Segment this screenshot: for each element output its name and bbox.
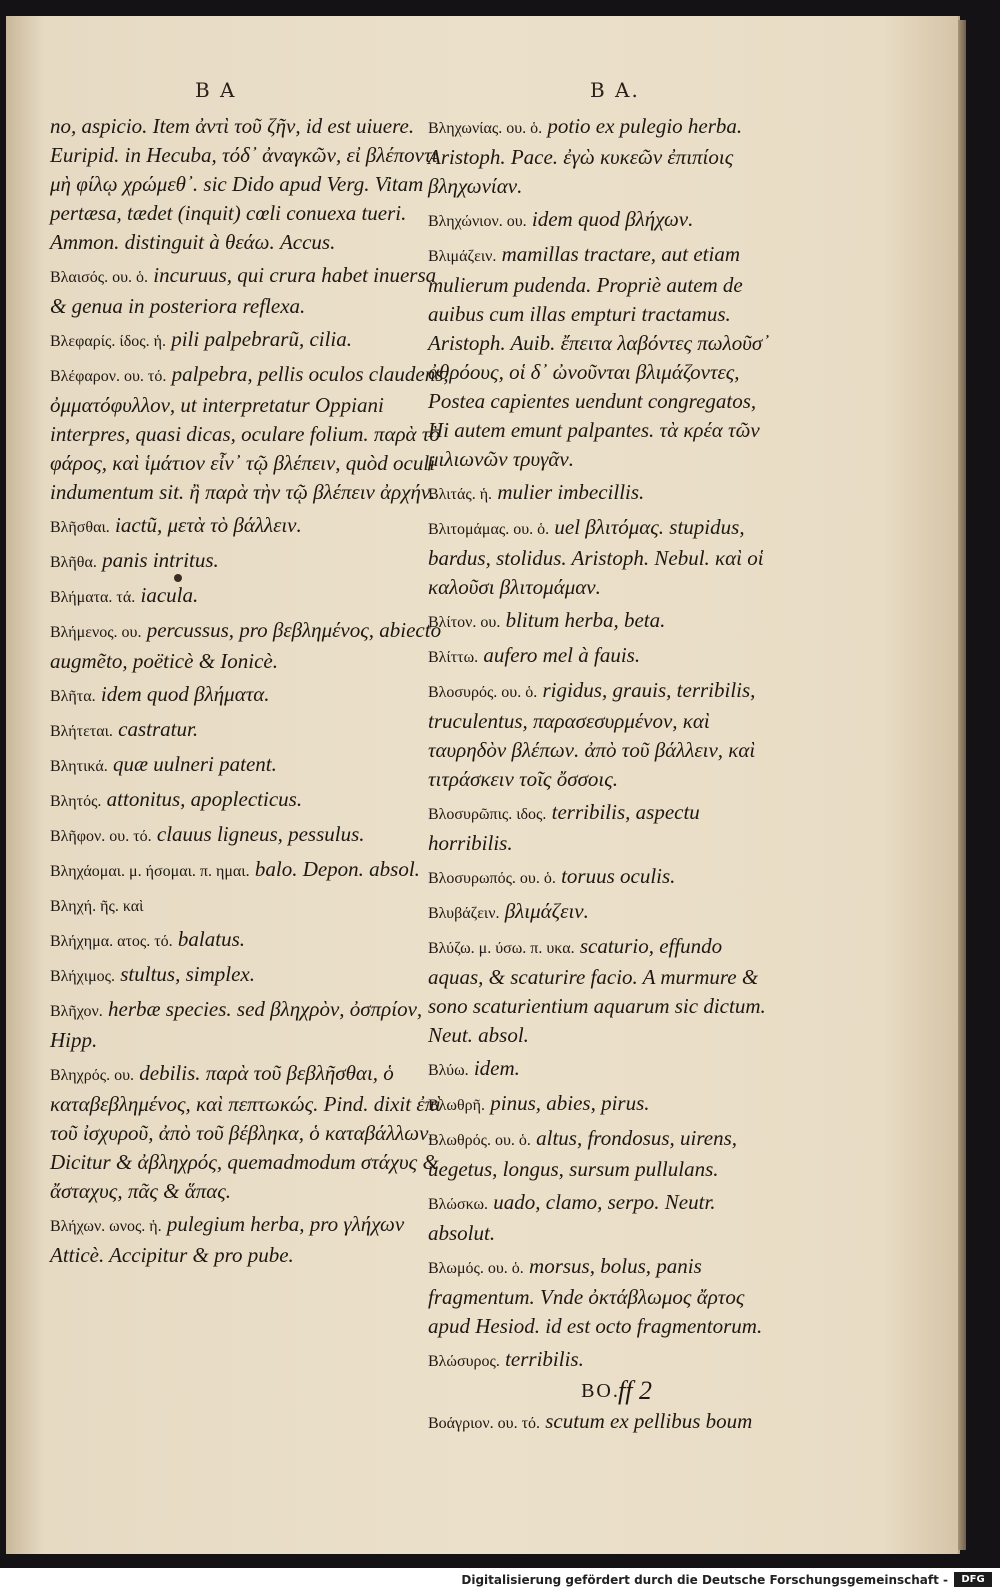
dictionary-entry xyxy=(428,1054,773,1085)
dictionary-entry xyxy=(50,112,455,257)
dictionary-entry xyxy=(428,1345,773,1376)
dictionary-entry xyxy=(50,581,455,612)
dictionary-entry xyxy=(50,325,455,356)
entry-definition: attonitus, apoplecticus. xyxy=(106,787,303,811)
dictionary-entry xyxy=(50,1059,455,1206)
entry-definition: idem quod βλήματα. xyxy=(100,682,270,706)
entry-headword: Βλύω. xyxy=(428,1062,469,1079)
entry-definition: toruus oculis. xyxy=(561,864,676,888)
entry-headword: Βλύζω. μ. ύσω. π. υκα. xyxy=(428,940,575,957)
entry-headword: Βλωμός. ου. ὁ. xyxy=(428,1260,524,1277)
dictionary-entry xyxy=(50,261,455,321)
entry-headword: Βλιτομάμας. ου. ὁ. xyxy=(428,521,550,538)
entry-headword: Βλωθρῆ. xyxy=(428,1097,485,1114)
entry-headword: Βλωθρός. ου. ὁ. xyxy=(428,1132,531,1149)
entry-headword: Βλιμάζειν. xyxy=(428,248,497,265)
footer-credit: Digitalisierung gefördert durch die Deutsche Forschungsgemeinschaft - xyxy=(461,1573,948,1587)
dictionary-entry xyxy=(428,1124,773,1184)
entry-definition: percussus, pro βεβλημένος, abiecto augmẽto, poëticè & Ionicè. xyxy=(50,618,442,673)
entry-headword: Βλητός. xyxy=(50,793,102,810)
entry-headword: Βλοσυρῶπις. ιδος. xyxy=(428,806,547,823)
entry-headword: Βλώσκω. xyxy=(428,1196,489,1213)
footer-bar xyxy=(0,1568,1000,1592)
dictionary-entry xyxy=(428,641,773,672)
dictionary-entry xyxy=(50,680,455,711)
entry-headword: Βλοσυρωπός. ου. ὁ. xyxy=(428,870,556,887)
dictionary-entry xyxy=(428,862,773,893)
dictionary-entry xyxy=(50,1210,455,1270)
entry-definition: balo. Depon. absol. xyxy=(254,857,420,881)
entry-headword: Βλίττω. xyxy=(428,649,479,666)
dictionary-entry xyxy=(428,606,773,637)
ink-blot xyxy=(174,574,182,582)
entry-definition: debilis. παρὰ τοῦ βεβλῆσθαι, ὁ καταβεβλημένος, καὶ πεπτωκώς. Pind. dixit ἐπὶ τοῦ ἰσχυροῦ, ἀπὸ τοῦ βέβληκα, ὁ καταβάλλων. Dicitur & ἀβληχρός, quemadmodum στάχυς & ἄσταχυς, πᾶς & ἅπας. xyxy=(50,1061,441,1203)
entry-definition: palpebra, pellis oculos claudens, ὀμματόφυλλον, ut interpretatur Oppiani interpres, quasi dicas, oculare folium. παρὰ τὸ φάρος, καὶ ἱμάτιον εἶν᾽ τῷ βλέπειν, quòd oculi indumentum sit. ἢ παρὰ τὴν τῷ βλέπειν ἀρχήν. xyxy=(50,362,449,504)
entry-headword: Βλαισός. ου. ὁ. xyxy=(50,269,148,286)
right-column xyxy=(428,112,773,1442)
entry-definition: potio ex pulegio herba. Aristoph. Pace. ἐγὼ κυκεῶν ἐπιπίοις βληχωνίαν. xyxy=(428,114,743,198)
dictionary-entry xyxy=(50,715,455,746)
entry-definition: uado, clamo, serpo. Neutr. absolut. xyxy=(428,1190,716,1245)
running-head-left: B A xyxy=(195,78,237,102)
dictionary-entry xyxy=(428,1252,773,1341)
entry-definition: blitum herba, beta. xyxy=(505,608,666,632)
entry-headword: Βλιτάς. ἡ. xyxy=(428,486,493,503)
entry-definition: rigidus, grauis, terribilis, truculentus, παρασεσυρμένον, καὶ ταυρηδὸν βλέπων. ἀπὸ τοῦ βάλλειν, καὶ τιτράσκειν τοῖς ὄσσοις. xyxy=(428,678,756,791)
entry-headword: Βλήματα. τά. xyxy=(50,589,136,606)
entry-definition: terribilis. xyxy=(505,1347,584,1371)
entry-headword: Βλήτεται. xyxy=(50,723,113,740)
entry-definition: aufero mel à fauis. xyxy=(483,643,641,667)
dictionary-entry xyxy=(428,932,773,1050)
dictionary-entry xyxy=(428,513,773,602)
entry-headword: Βλῆσθαι. xyxy=(50,519,110,536)
entry-headword: Βληχή. ῆς. καὶ xyxy=(50,898,144,915)
entry-headword: Βλοσυρός. ου. ὁ. xyxy=(428,684,538,701)
entry-headword: Βλήχημα. ατος. τό. xyxy=(50,933,173,950)
entry-definition: panis intritus. xyxy=(102,548,219,572)
dictionary-entry xyxy=(50,855,455,886)
entry-headword: Βληχωνίας. ου. ὁ. xyxy=(428,120,543,137)
entry-headword: Βλήχων. ωνος. ἡ. xyxy=(50,1218,162,1235)
entry-definition: βλιμάζειν. xyxy=(504,899,589,923)
entry-headword: Βοάγριον. ου. τό. xyxy=(428,1415,540,1432)
running-head-right: B A. xyxy=(590,78,640,102)
entry-definition: uel βλιτόμας. stupidus, bardus, stolidus. Aristoph. Nebul. καὶ οἱ καλοῦσι βλιτομάμαν. xyxy=(428,515,764,599)
page-edge xyxy=(958,20,966,1550)
dictionary-entry xyxy=(428,798,773,858)
entry-headword: Βλέφαρον. ου. τό. xyxy=(50,368,167,385)
entry-definition: idem. xyxy=(473,1056,520,1080)
entry-headword: Βλυβάζειν. xyxy=(428,905,500,922)
entry-headword: Βλῆτα. xyxy=(50,688,96,705)
entry-definition: incuruus, qui crura habet inuersa & genua in posteriora reflexa. xyxy=(50,263,437,318)
entry-definition: pili palpebrarũ, cilia. xyxy=(171,327,353,351)
dictionary-entry xyxy=(428,112,773,201)
entry-headword: Βλῆθα. xyxy=(50,554,97,571)
dictionary-entry xyxy=(50,750,455,781)
entry-headword: Βλεφαρίς. ίδος. ἡ. xyxy=(50,333,166,350)
dictionary-entry xyxy=(428,240,773,474)
entry-definition: pinus, abies, pirus. xyxy=(490,1091,650,1115)
dictionary-entry xyxy=(50,890,455,921)
dictionary-entry xyxy=(50,960,455,991)
entry-definition: stultus, simplex. xyxy=(120,962,255,986)
entry-headword: Βλώσυρος. xyxy=(428,1353,500,1370)
dictionary-entry xyxy=(50,820,455,851)
entry-definition: quæ uulneri patent. xyxy=(112,752,277,776)
entry-headword: Βληχρός. ου. xyxy=(50,1067,134,1084)
entry-definition: herbæ species. sed βληχρὸν, ὀσπρίον, Hipp. xyxy=(50,997,423,1052)
signature-mark: ff 2 xyxy=(618,1376,652,1405)
section-heading: BO. xyxy=(581,1380,620,1402)
entry-definition: pulegium herba, pro γλήχων Atticè. Accipitur & pro pube. xyxy=(50,1212,405,1267)
dfg-logo: DFG xyxy=(954,1572,992,1587)
dictionary-entry xyxy=(50,995,455,1055)
entry-definition: mulier imbecillis. xyxy=(497,480,645,504)
entry-headword: Βλίτον. ου. xyxy=(428,614,501,631)
dictionary-entry xyxy=(428,478,773,509)
dictionary-entry xyxy=(428,1188,773,1248)
entry-definition: terribilis, aspectu horribilis. xyxy=(428,800,700,855)
dictionary-entry xyxy=(50,360,455,507)
entry-headword: Βλήχιμος. xyxy=(50,968,115,985)
dictionary-entry xyxy=(50,511,455,542)
dictionary-entry xyxy=(428,897,773,928)
entry-definition: mamillas tractare, aut etiam mulierum pudenda. Propriè autem de auibus cum illas empturi tractamus. Aristoph. Auib. ἔπειτα λαβόντες πωλοῦσ᾽ ἀθρόους, οἱ δ᾽ ὠνοῦνται βλιμάζοντες, Postea capientes uendunt congregatos, Hi autem emunt palpantes. τὰ κρέα τῶν μιλιωνῶν τρυγᾶν. xyxy=(428,242,770,471)
dictionary-entry xyxy=(50,616,455,676)
entry-definition: iactũ, μετὰ τὸ βάλλειν. xyxy=(115,513,302,537)
entry-headword: Βληχώνιον. ου. xyxy=(428,213,527,230)
entry-headword: Βλητικά. xyxy=(50,758,108,775)
entry-headword: Βλήμενος. ου. xyxy=(50,624,142,641)
entry-headword: Βλῆχον. xyxy=(50,1003,103,1020)
entry-definition: scaturio, effundo aquas, & scaturire facio. A murmure & sono scaturientium aquarum sic dictum. Neut. absol. xyxy=(428,934,766,1047)
entry-definition: scutum ex pellibus boum xyxy=(545,1409,753,1433)
left-column xyxy=(50,112,455,1274)
entry-definition: castratur. xyxy=(118,717,199,741)
entry-definition: balatus. xyxy=(177,927,246,951)
dictionary-entry xyxy=(50,925,455,956)
dictionary-entry xyxy=(428,676,773,794)
entry-headword: Βληχάομαι. μ. ήσομαι. π. ημαι. xyxy=(50,863,250,880)
entry-definition: idem quod βλήχων. xyxy=(531,207,694,231)
entry-headword: Βλῆφον. ου. τό. xyxy=(50,828,152,845)
dictionary-entry xyxy=(428,205,773,236)
entry-definition: no, aspicio. Item ἀντὶ τοῦ ζῆν, id est uiuere. Euripid. in Hecuba, τόδ᾽ ἀναγκῶν, εἰ βλέποντι μὴ φίλῳ χρώμεθ᾽. sic Dido apud Verg. Vitam pertæsa, tædet (inquit) cœli conuexa tueri. Ammon. distinguit à θεάω. Accus. xyxy=(50,114,438,254)
dictionary-entry xyxy=(50,546,455,577)
entry-definition: clauus ligneus, pessulus. xyxy=(156,822,365,846)
dictionary-entry xyxy=(428,1407,773,1438)
dictionary-entry xyxy=(428,1089,773,1120)
entry-definition: altus, frondosus, uirens, uegetus, longus, sursum pullulans. xyxy=(428,1126,738,1181)
entry-definition: morsus, bolus, panis fragmentum. Vnde ὀκτάβλωμος ἄρτος apud Hesiod. id est octo fragmentorum. xyxy=(428,1254,763,1338)
entry-definition: iacula. xyxy=(140,583,199,607)
dictionary-entry xyxy=(50,785,455,816)
